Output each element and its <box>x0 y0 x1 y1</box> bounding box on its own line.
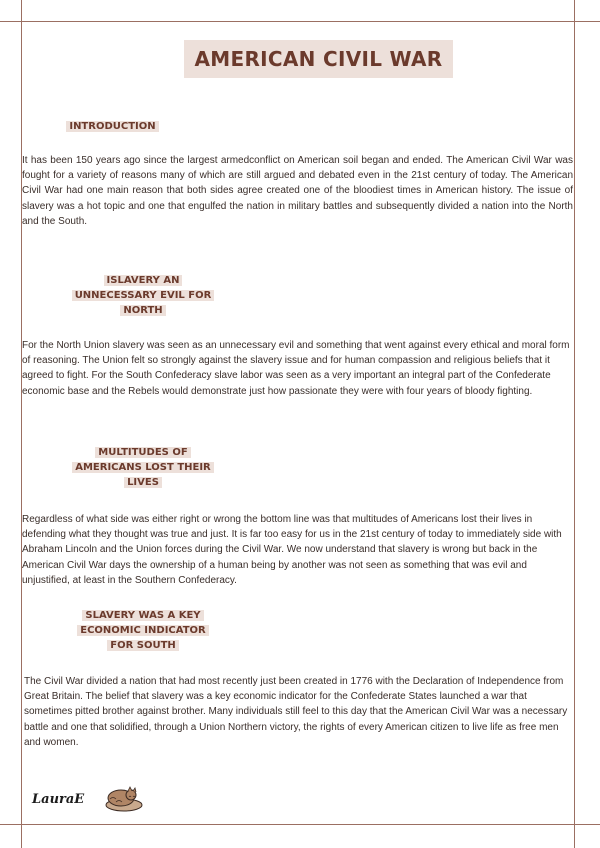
page-title-box <box>184 40 453 78</box>
frame-line-bottom <box>0 824 600 825</box>
section-heading-text: SLAVERY WAS A KEY ECONOMIC INDICATOR FOR SOUTH <box>77 610 208 651</box>
frame-line-right <box>574 0 575 848</box>
section-heading-economic-indicator <box>72 608 214 653</box>
sleeping-animal-icon <box>106 787 142 811</box>
signature-text: LauraE <box>32 792 85 807</box>
section-heading-slavery-north <box>70 273 216 318</box>
section-heading-text: ISLAVERY AN UNNECESSARY EVIL FOR NORTH <box>72 275 215 316</box>
frame-line-left <box>21 0 22 848</box>
author-signature <box>30 782 145 814</box>
frame-line-top <box>0 21 600 22</box>
section-paragraph-economic-indicator: The Civil War divided a nation that had most recently just been created in 1776 with the Declaration of Independence from Great Britain. The belief that slavery was a key economic indicator for the Confederate States launched a war that sometimes pitted brother against brother. Many individuals still feel to this day that the American Civil War was a necessary battle and one that solidified, through a Union Northern victory, the rights of every American citizen to live life as free men and women. <box>24 676 568 748</box>
section-heading-multitudes <box>70 445 216 490</box>
section-heading-text: INTRODUCTION <box>66 121 158 132</box>
page-title: AMERICAN CIVIL WAR <box>194 47 443 71</box>
section-paragraph-multitudes: Regardless of what side was either right or wrong the bottom line was that multitudes of Americans lost their lives in defending what they thought was true and just. It is far too easy for us in the 21st century of today to immediately side with Abraham Lincoln and the Union forces during the Civil War. We now understand that slavery is wrong but back in the American Civil War days the ownership of a human being by another was not seen as something that was evil and unjustified, at least in the Southern Confederacy. <box>22 514 562 586</box>
section-heading-text: MULTITUDES OF AMERICANS LOST THEIR LIVES <box>72 447 214 488</box>
section-paragraph-introduction: It has been 150 years ago since the largest armedconflict on American soil began and ended. The American Civil War was fought for a variety of reasons many of which are still argued and debated even in the 21st century of today. The American Civil War had one main reason that both sides agree created one of the bloodiest times in American history. The issue of slavery was a hot topic and one that engulfed the nation in military battles and subsequently divided a nation into the North and the South. <box>22 155 573 227</box>
section-heading-introduction <box>64 119 161 134</box>
section-paragraph-slavery-north: For the North Union slavery was seen as an unnecessary evil and something that went against every ethical and moral form of reasoning. The Union felt so strongly against the slavery issue and for human compassion and religious beliefs that it agreed to fight. For the South Confederacy slave labor was seen as a very important an integral part of the Confederate economic base and the Rebels would demonstrate just how passionate they were with four years of bloody fighting. <box>22 340 570 397</box>
